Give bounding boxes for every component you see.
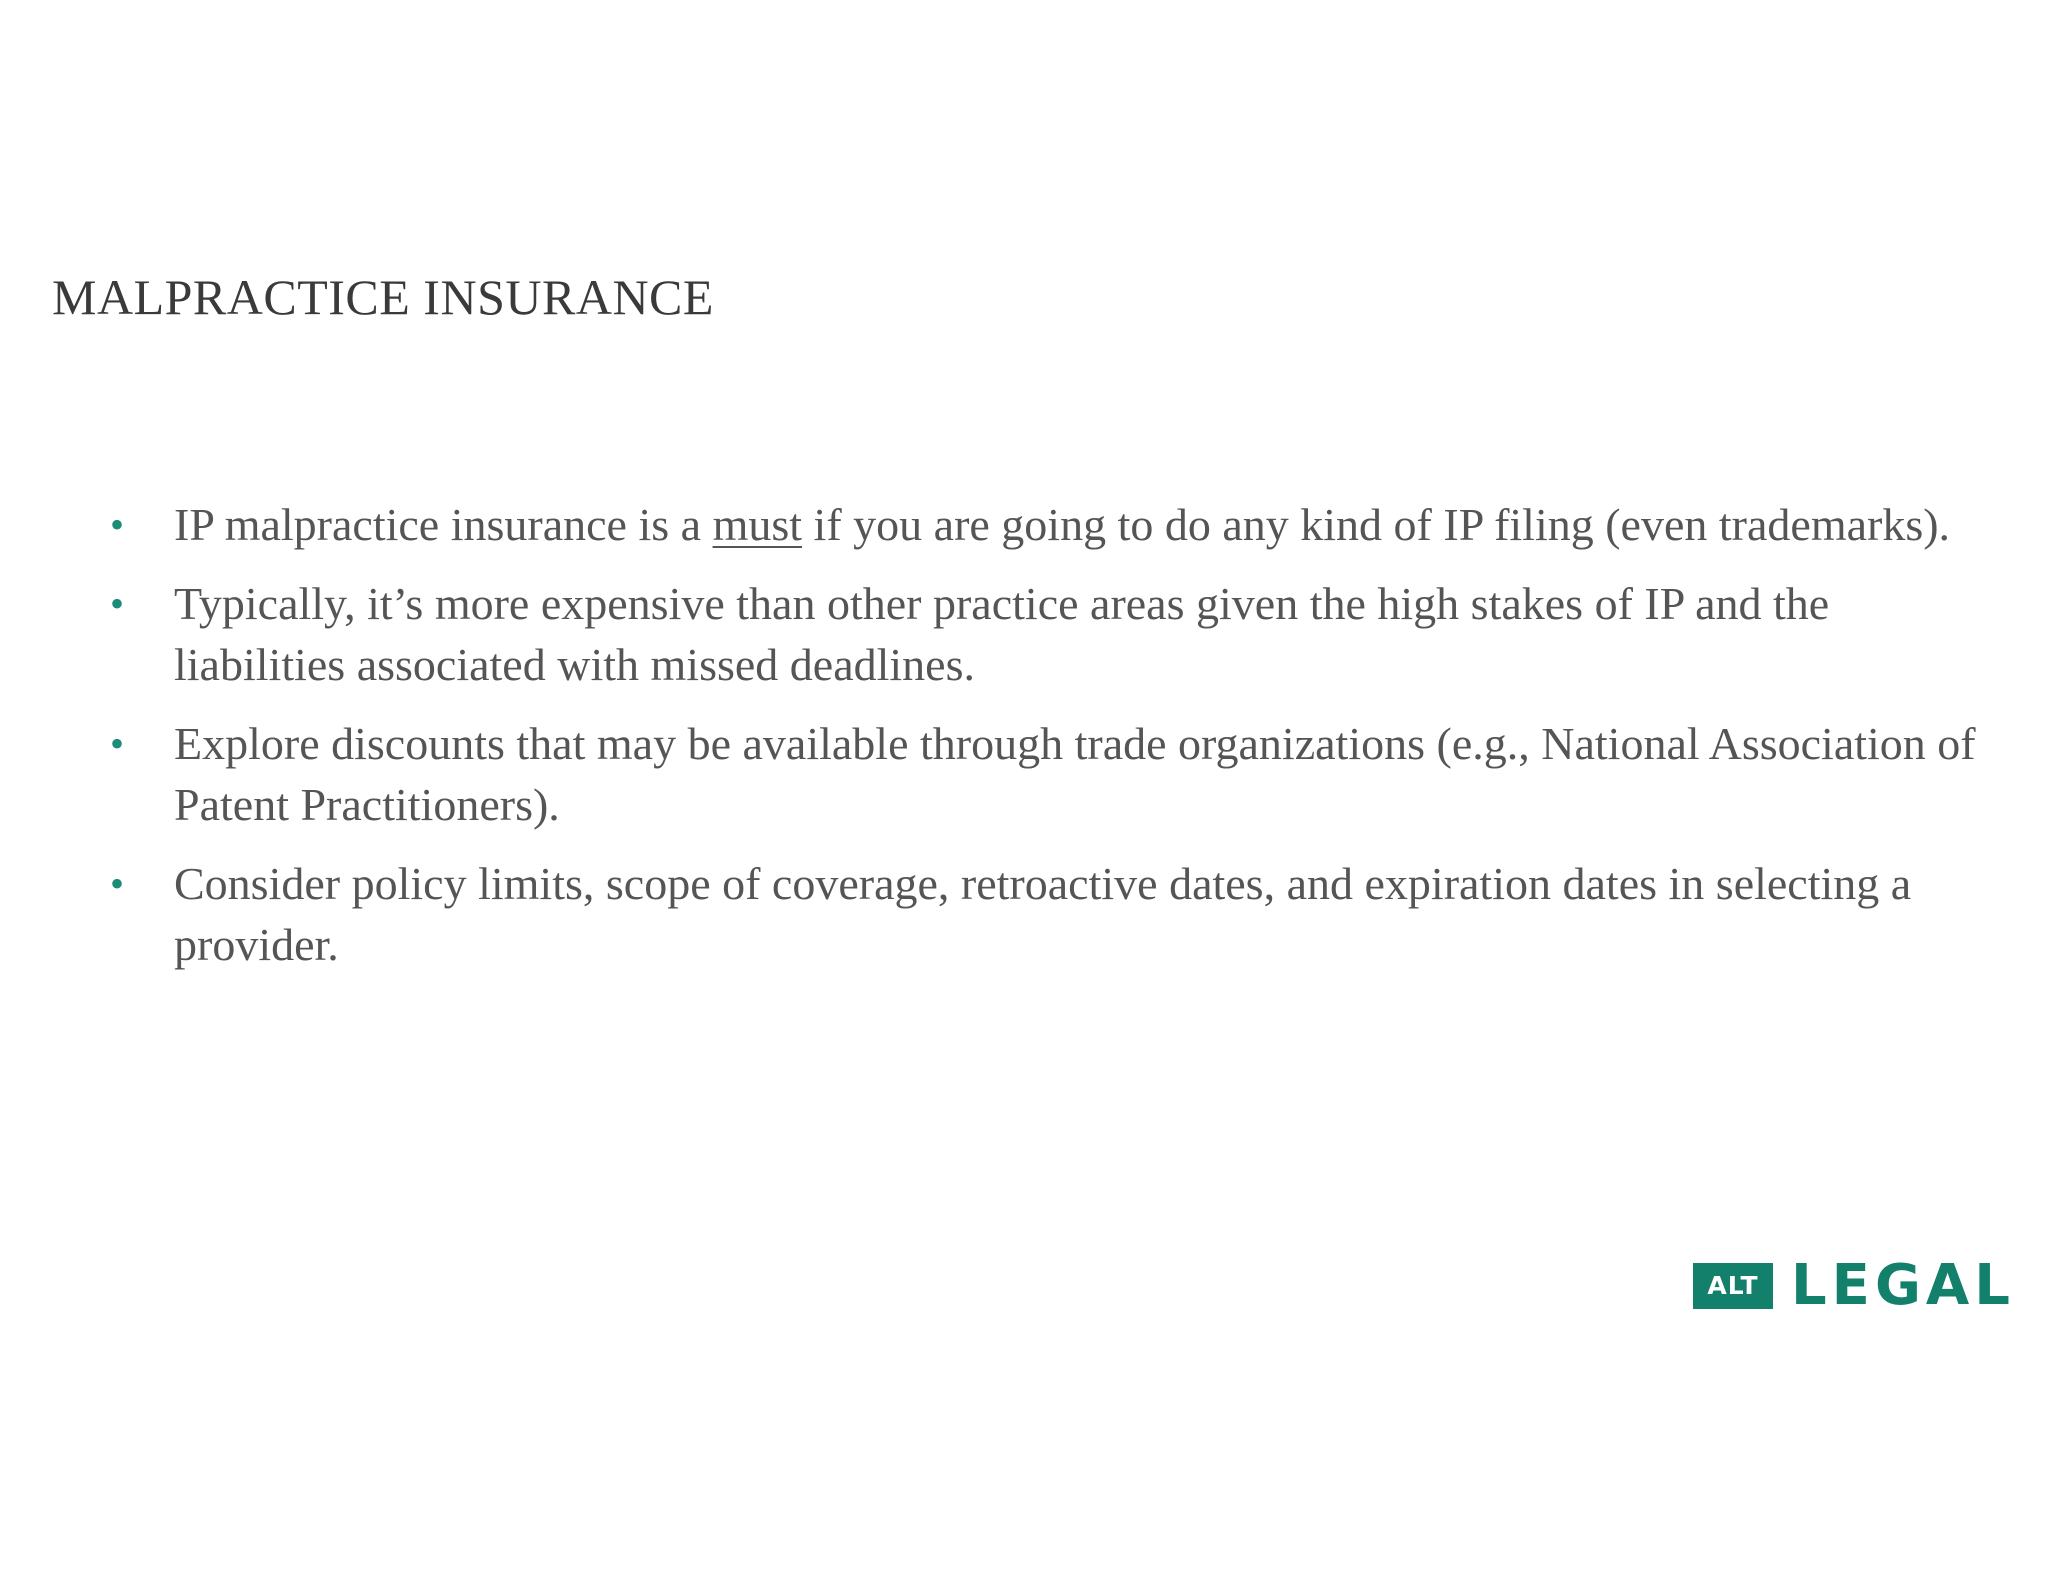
bullet-item-1 <box>0 494 2000 555</box>
alt-legal-logo <box>1693 1253 2015 1318</box>
bullet-icon: • <box>110 721 125 766</box>
slide-title: MALPRACTICE INSURANCE <box>52 269 714 325</box>
logo-box: ALT <box>1693 1263 1773 1309</box>
bullet-text: Consider policy limits, scope of coverage, retroactive dates, and expiration dates in selecting a provider. <box>174 858 1912 970</box>
bullet-list <box>0 494 2000 993</box>
bullet-text-before: IP malpractice insurance is a <box>174 499 713 550</box>
bullet-text <box>174 499 1950 550</box>
bullet-item-4 <box>0 853 2000 975</box>
bullet-text: Typically, it’s more expensive than other practice areas given the high stakes of IP and the liabilities associated with missed deadlines. <box>174 578 1830 690</box>
bullet-item-3 <box>0 713 2000 835</box>
bullet-text-emphasis: must <box>712 499 803 550</box>
bullet-icon: • <box>110 502 125 547</box>
logo-wordmark: LEGAL <box>1791 1253 2015 1318</box>
bullet-item-2 <box>0 573 2000 695</box>
bullet-icon: • <box>110 861 125 906</box>
bullet-text: Explore discounts that may be available through trade organizations (e.g., National Association of Patent Practitioners). <box>174 718 1976 830</box>
bullet-text-after: if you are going to do any kind of IP filing (even trademarks). <box>802 499 1951 550</box>
bullet-icon: • <box>110 581 125 626</box>
